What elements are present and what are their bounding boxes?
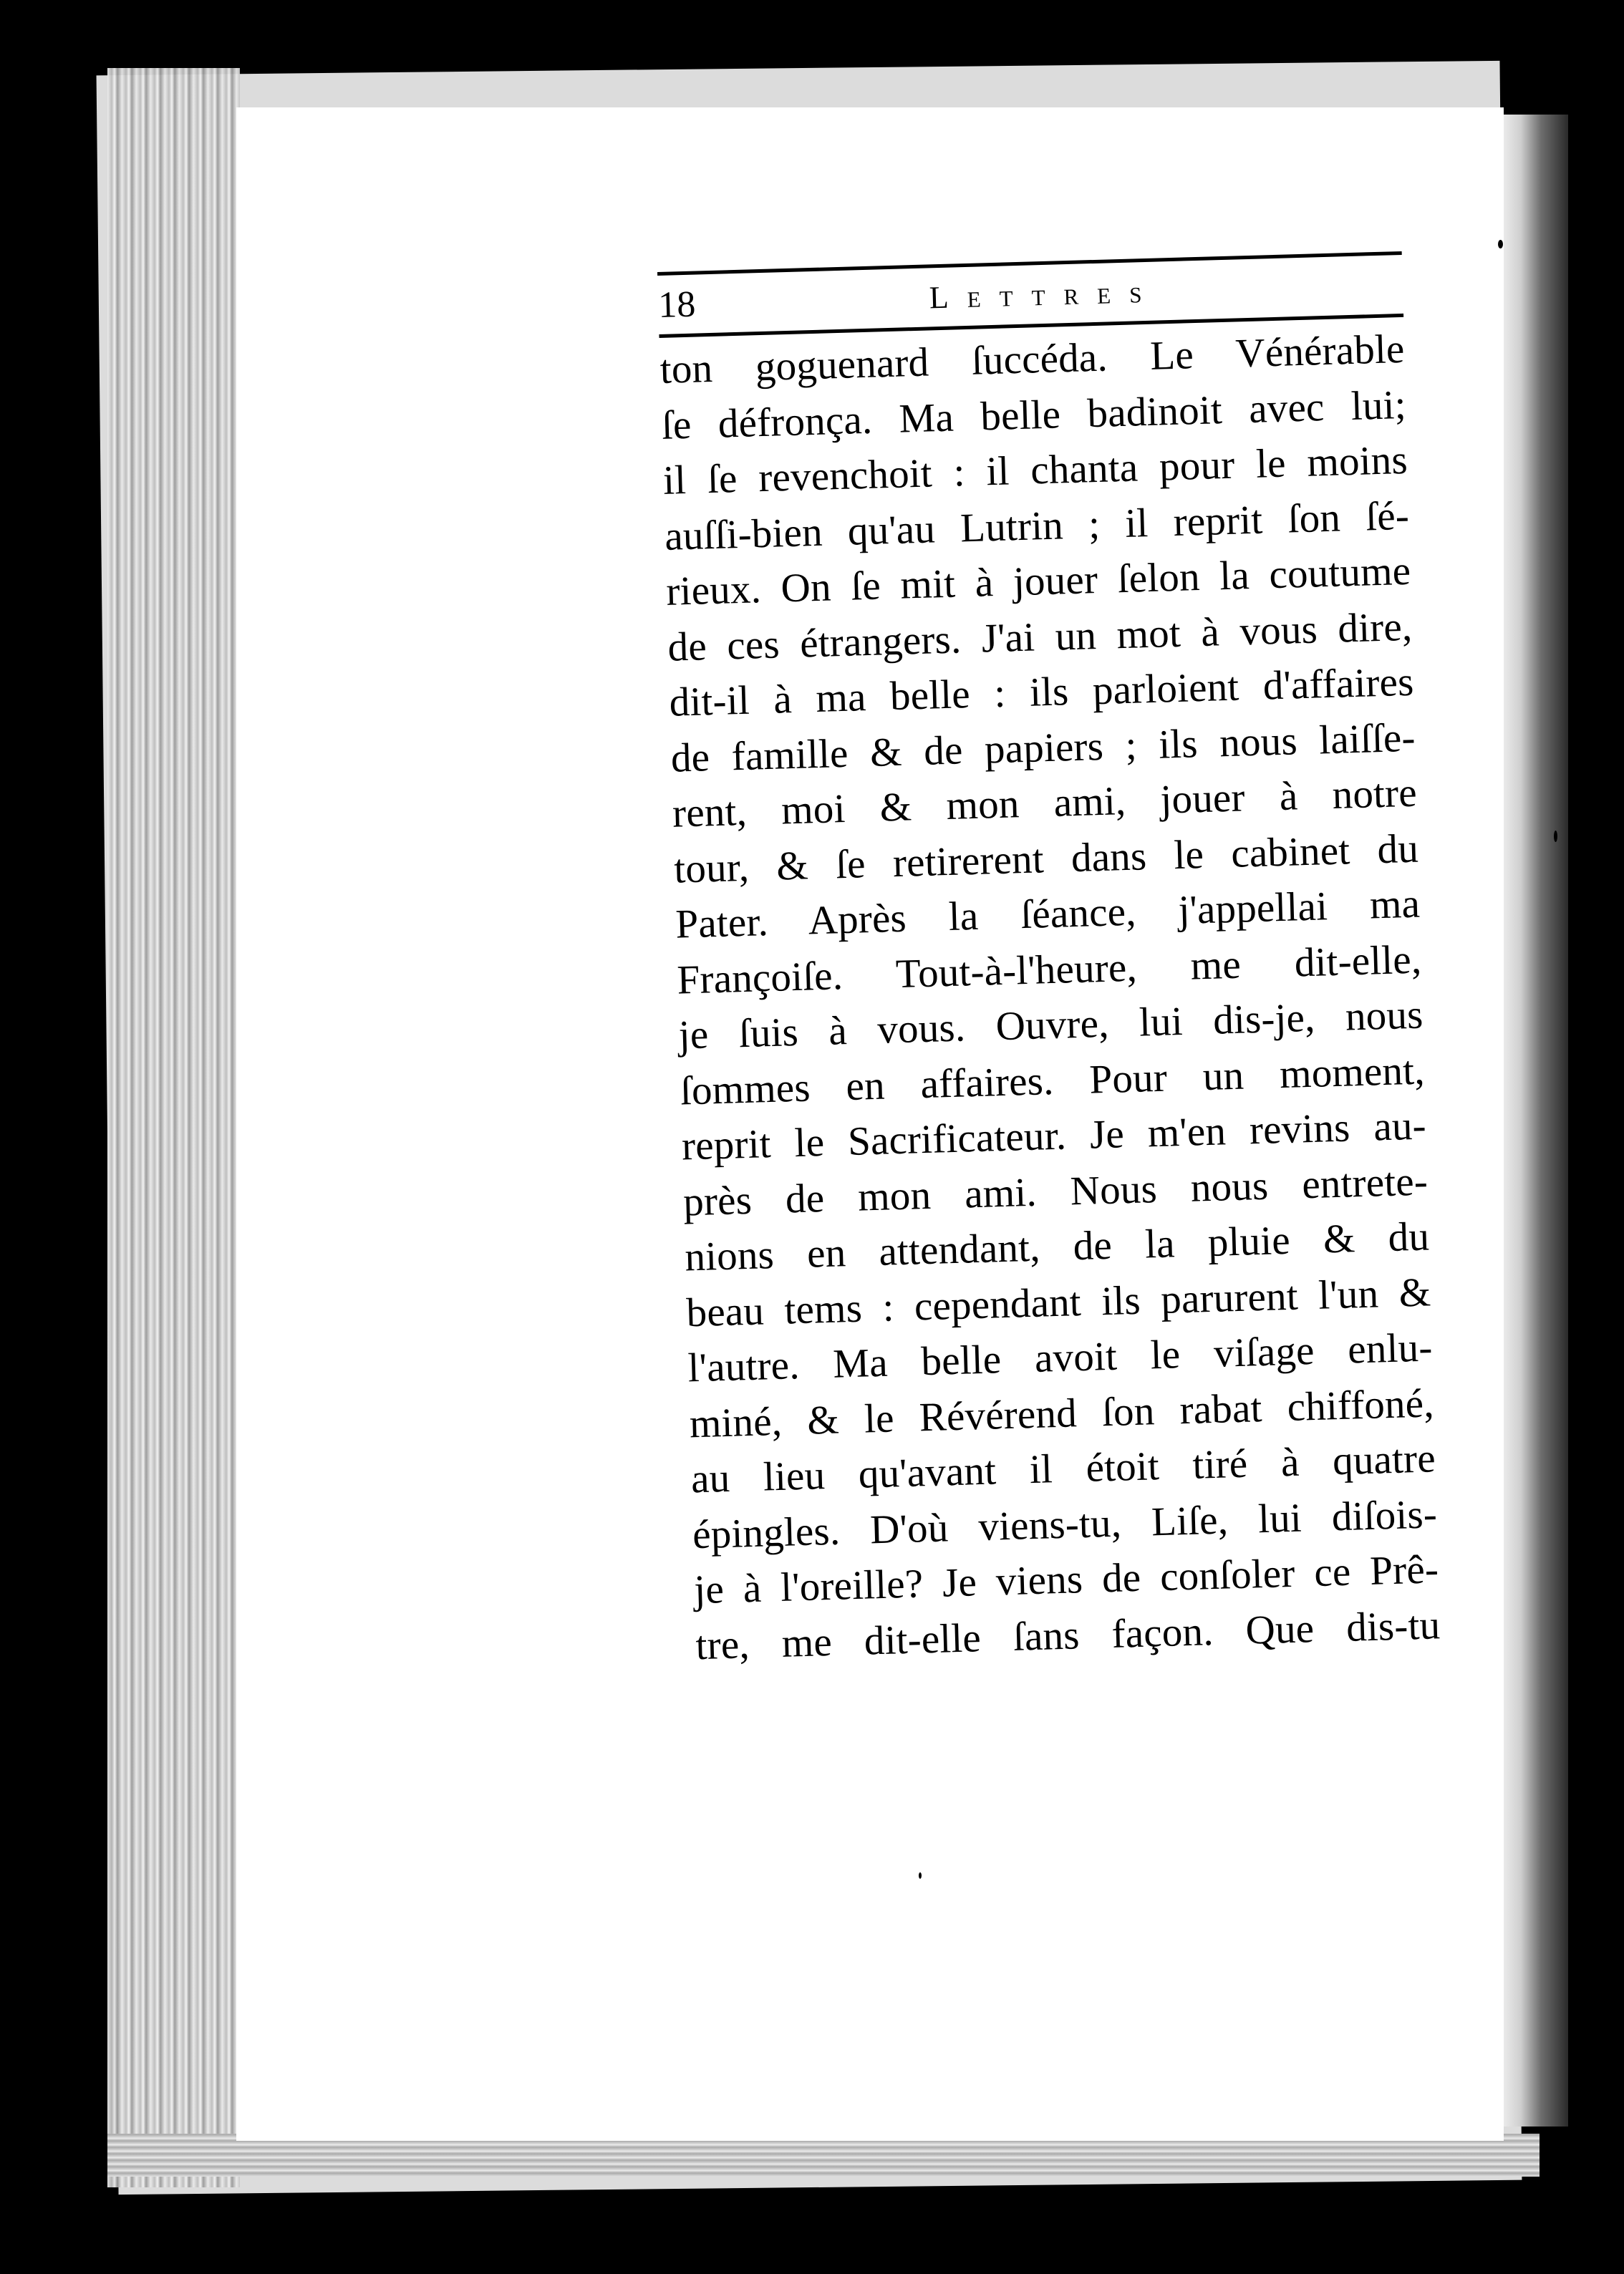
text-line: l'autre. Ma belle avoit le viſage enlu- [687, 1325, 1434, 1391]
scan-speck [919, 1872, 922, 1879]
text-line: rieux. On ſe mit à jouer ſelon la coutume [665, 548, 1411, 614]
text-line: nions en attendant, de la pluie & du [684, 1214, 1430, 1280]
page-edges-left [107, 68, 240, 2187]
page-edges-right [1500, 115, 1568, 2127]
text-line: Pater. Après la ſéance, j'appellai ma [675, 881, 1421, 947]
text-line: près de mon ami. Nous nous entrete- [682, 1158, 1429, 1224]
text-line: tre, me dit-elle ſans façon. Que dis-tu [695, 1602, 1441, 1668]
page-number: 18 [657, 284, 697, 326]
text-line: il ſe revenchoit : il chanta pour le moins [662, 437, 1408, 503]
text-line: reprit le Sacrificateur. Je m'en revins au- [681, 1103, 1427, 1169]
text-line: au lieu qu'avant il étoit tiré à quatre [690, 1436, 1436, 1502]
text-line: de famille & de papiers ; ils nous laiſſe- [670, 715, 1416, 781]
text-line: tour, & ſe retirerent dans le cabinet du [673, 826, 1419, 892]
text-line: ſe défronça. Ma belle badinoit avec lui; [661, 382, 1407, 448]
scan-speck [1498, 240, 1503, 248]
text-line: ſommes en affaires. Pour un moment, [680, 1048, 1426, 1114]
text-line: miné, & le Révérend ſon rabat chiffoné, [689, 1380, 1435, 1446]
text-line: rent, moi & mon ami, jouer à notre [672, 770, 1418, 836]
text-line: beau tems : cependant ils parurent l'un & [685, 1269, 1432, 1335]
scan-speck [84, 2177, 95, 2187]
text-line: dit-il à ma belle : ils parloient d'affaires [668, 659, 1415, 725]
scan-speck [21, 1210, 25, 1214]
text-line: ton goguenard ſuccéda. Le Vénérable [659, 326, 1406, 392]
text-line: je à l'oreille? Je viens de conſoler ce Prê- [693, 1547, 1439, 1613]
text-block [657, 251, 1441, 1673]
text-line: Françoiſe. Tout-à-l'heure, me dit-elle, [676, 937, 1423, 1003]
text-line: de ces étrangers. J'ai un mot à vous dire, [667, 604, 1413, 670]
text-line: auſſi-bien qu'au Lutrin ; il reprit ſon ſé- [664, 493, 1410, 559]
scan-speck [1554, 831, 1557, 842]
text-line: je ſuis à vous. Ouvre, lui dis-je, nous [677, 992, 1424, 1058]
text-line: épingles. D'où viens-tu, Liſe, lui diſois- [692, 1491, 1438, 1557]
running-title: Lettres [929, 274, 1161, 316]
body-text [659, 321, 1441, 1673]
